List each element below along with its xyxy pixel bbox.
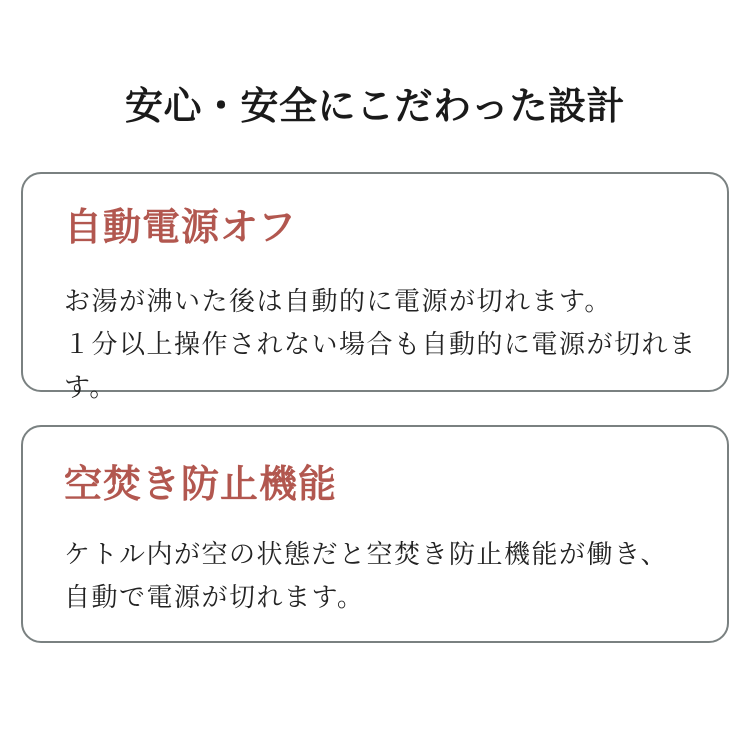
feature-card-auto-power-off <box>21 172 729 402</box>
feature-text-line: １分以上操作されない場合も自動的に電源が切れます。 <box>64 328 697 402</box>
feature-text-line: ケトル内が空の状態だと空焚き防止機能が働き、 <box>64 538 668 569</box>
feature-card-boil-dry-protection <box>21 425 729 643</box>
feature-text-line: 自動で電源が切れます。 <box>64 581 365 612</box>
page-title: 安心・安全にこだわった設計 <box>124 86 626 128</box>
feature-heading-auto-power-off: 自動電源オフ <box>64 207 297 249</box>
feature-heading-boil-dry-protection: 空焚き防止機能 <box>64 464 338 506</box>
feature-text-line: お湯が沸いた後は自動的に電源が切れます。 <box>64 285 612 316</box>
